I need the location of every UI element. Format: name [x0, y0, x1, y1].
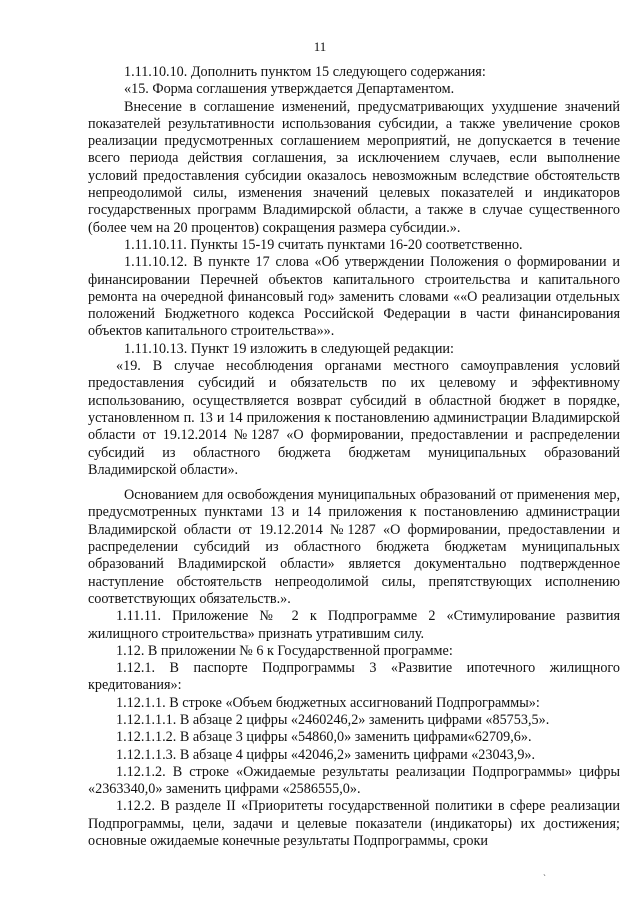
paragraph: 1.12.1.1.2. В абзаце 3 цифры «54860,0» заменить цифрами«62709,6».	[116, 729, 532, 746]
stray-mark: `	[543, 873, 546, 883]
paragraph: 1.12.1.1. В строке «Объем бюджетных ассигнований Подпрограммы»:	[116, 694, 540, 711]
paragraph: 1.11.10.11. Пункты 15-19 считать пунктами 16-20 соответственно.	[124, 236, 523, 253]
paragraph: «19. В случае несоблюдения органами местного самоуправления условий предоставления субсидий и обязательств по их целевому и эффективному использованию, осуществляется возврат субсидий в областной бюджет в порядке, установленном п. 13 и 14 приложения к постановлению администрации Владимирской области от 19.12.2014 №1287 «О формировании, предоставлении и распределении субсидий из областного бюджета бюджетам муниципальных образований Владимирской области».	[88, 358, 620, 478]
paragraph: 1.12.1.1.3. В абзаце 4 цифры «42046,2» заменить цифрами «23043,9».	[116, 746, 536, 763]
paragraph: 1.11.10.10. Дополнить пунктом 15 следующего содержания:	[124, 64, 486, 80]
document-body	[88, 64, 620, 850]
paragraph: 1.11.10.12. В пункте 17 слова «Об утверждении Положения о формировании и финансировании Перечней объектов капитального строительства и капитального ремонта на очередной финансовый год» заменить словами ««О реализации отдельных положений Бюджетного кодекса Российской Федерации в части финансирования объектов капитального строительства»».	[88, 254, 620, 340]
paragraph: Внесение в соглашение изменений, предусматривающих ухудшение значений показателей результативности использования субсидии, а также увеличение сроков реализации предусмотренных соглашением мероприятий, не допускается в течение всего периода действия соглашения, за исключением случаев, если выполнение условий предоставления субсидии оказалось невозможным вследствие обстоятельств непреодолимой силы, изменения значений целевых показателей и индикаторов государственных программ Владимирской области, а также в случае существенного (более чем на 20 процентов) сокращения размера субсидии.».	[88, 98, 620, 236]
paragraph: 1.11.11. Приложение № 2 к Подпрограмме 2 «Стимулирование развития жилищного строительства» признать утратившим силу.	[88, 608, 620, 642]
paragraph: «15. Форма соглашения утверждается Департаментом.	[124, 81, 455, 98]
paragraph: 1.12.1.1.1. В абзаце 2 цифры «2460246,2» заменить цифрами «85753,5».	[116, 711, 550, 728]
paragraph: 1.12.1.2. В строке «Ожидаемые результаты реализации Подпрограммы» цифры «2363340,0» заменить цифрами «2586555,0».	[88, 763, 620, 798]
paragraph: 1.11.10.13. Пункт 19 изложить в следующей редакции:	[124, 340, 454, 357]
paragraph: 1.12. В приложении № 6 к Государственной программе:	[116, 642, 453, 659]
paragraph: Основанием для освобождения муниципальных образований от применения мер, предусмотренных пунктами 13 и 14 приложения к постановлению администрации Владимирской области от 19.12.2014 №1287 «О формировании, предоставлении и распределении субсидий из областного бюджета бюджетам муниципальных образований Владимирской области» является документально подтвержденное наступление обстоятельств непреодолимой силы, препятствующих исполнению соответствующих обязательств.».	[88, 487, 620, 607]
paragraph: 1.12.1. В паспорте Подпрограммы 3 «Развитие ипотечного жилищного кредитования»:	[88, 660, 620, 694]
paragraph: 1.12.2. В разделе II «Приоритеты государственной политики в сфере реализации Подпрограммы, цели, задачи и целевые показатели (индикаторы) их достижения; основные ожидаемые конечные результаты Подпрограммы, сроки	[88, 798, 620, 850]
page-number: 11	[313, 39, 327, 54]
